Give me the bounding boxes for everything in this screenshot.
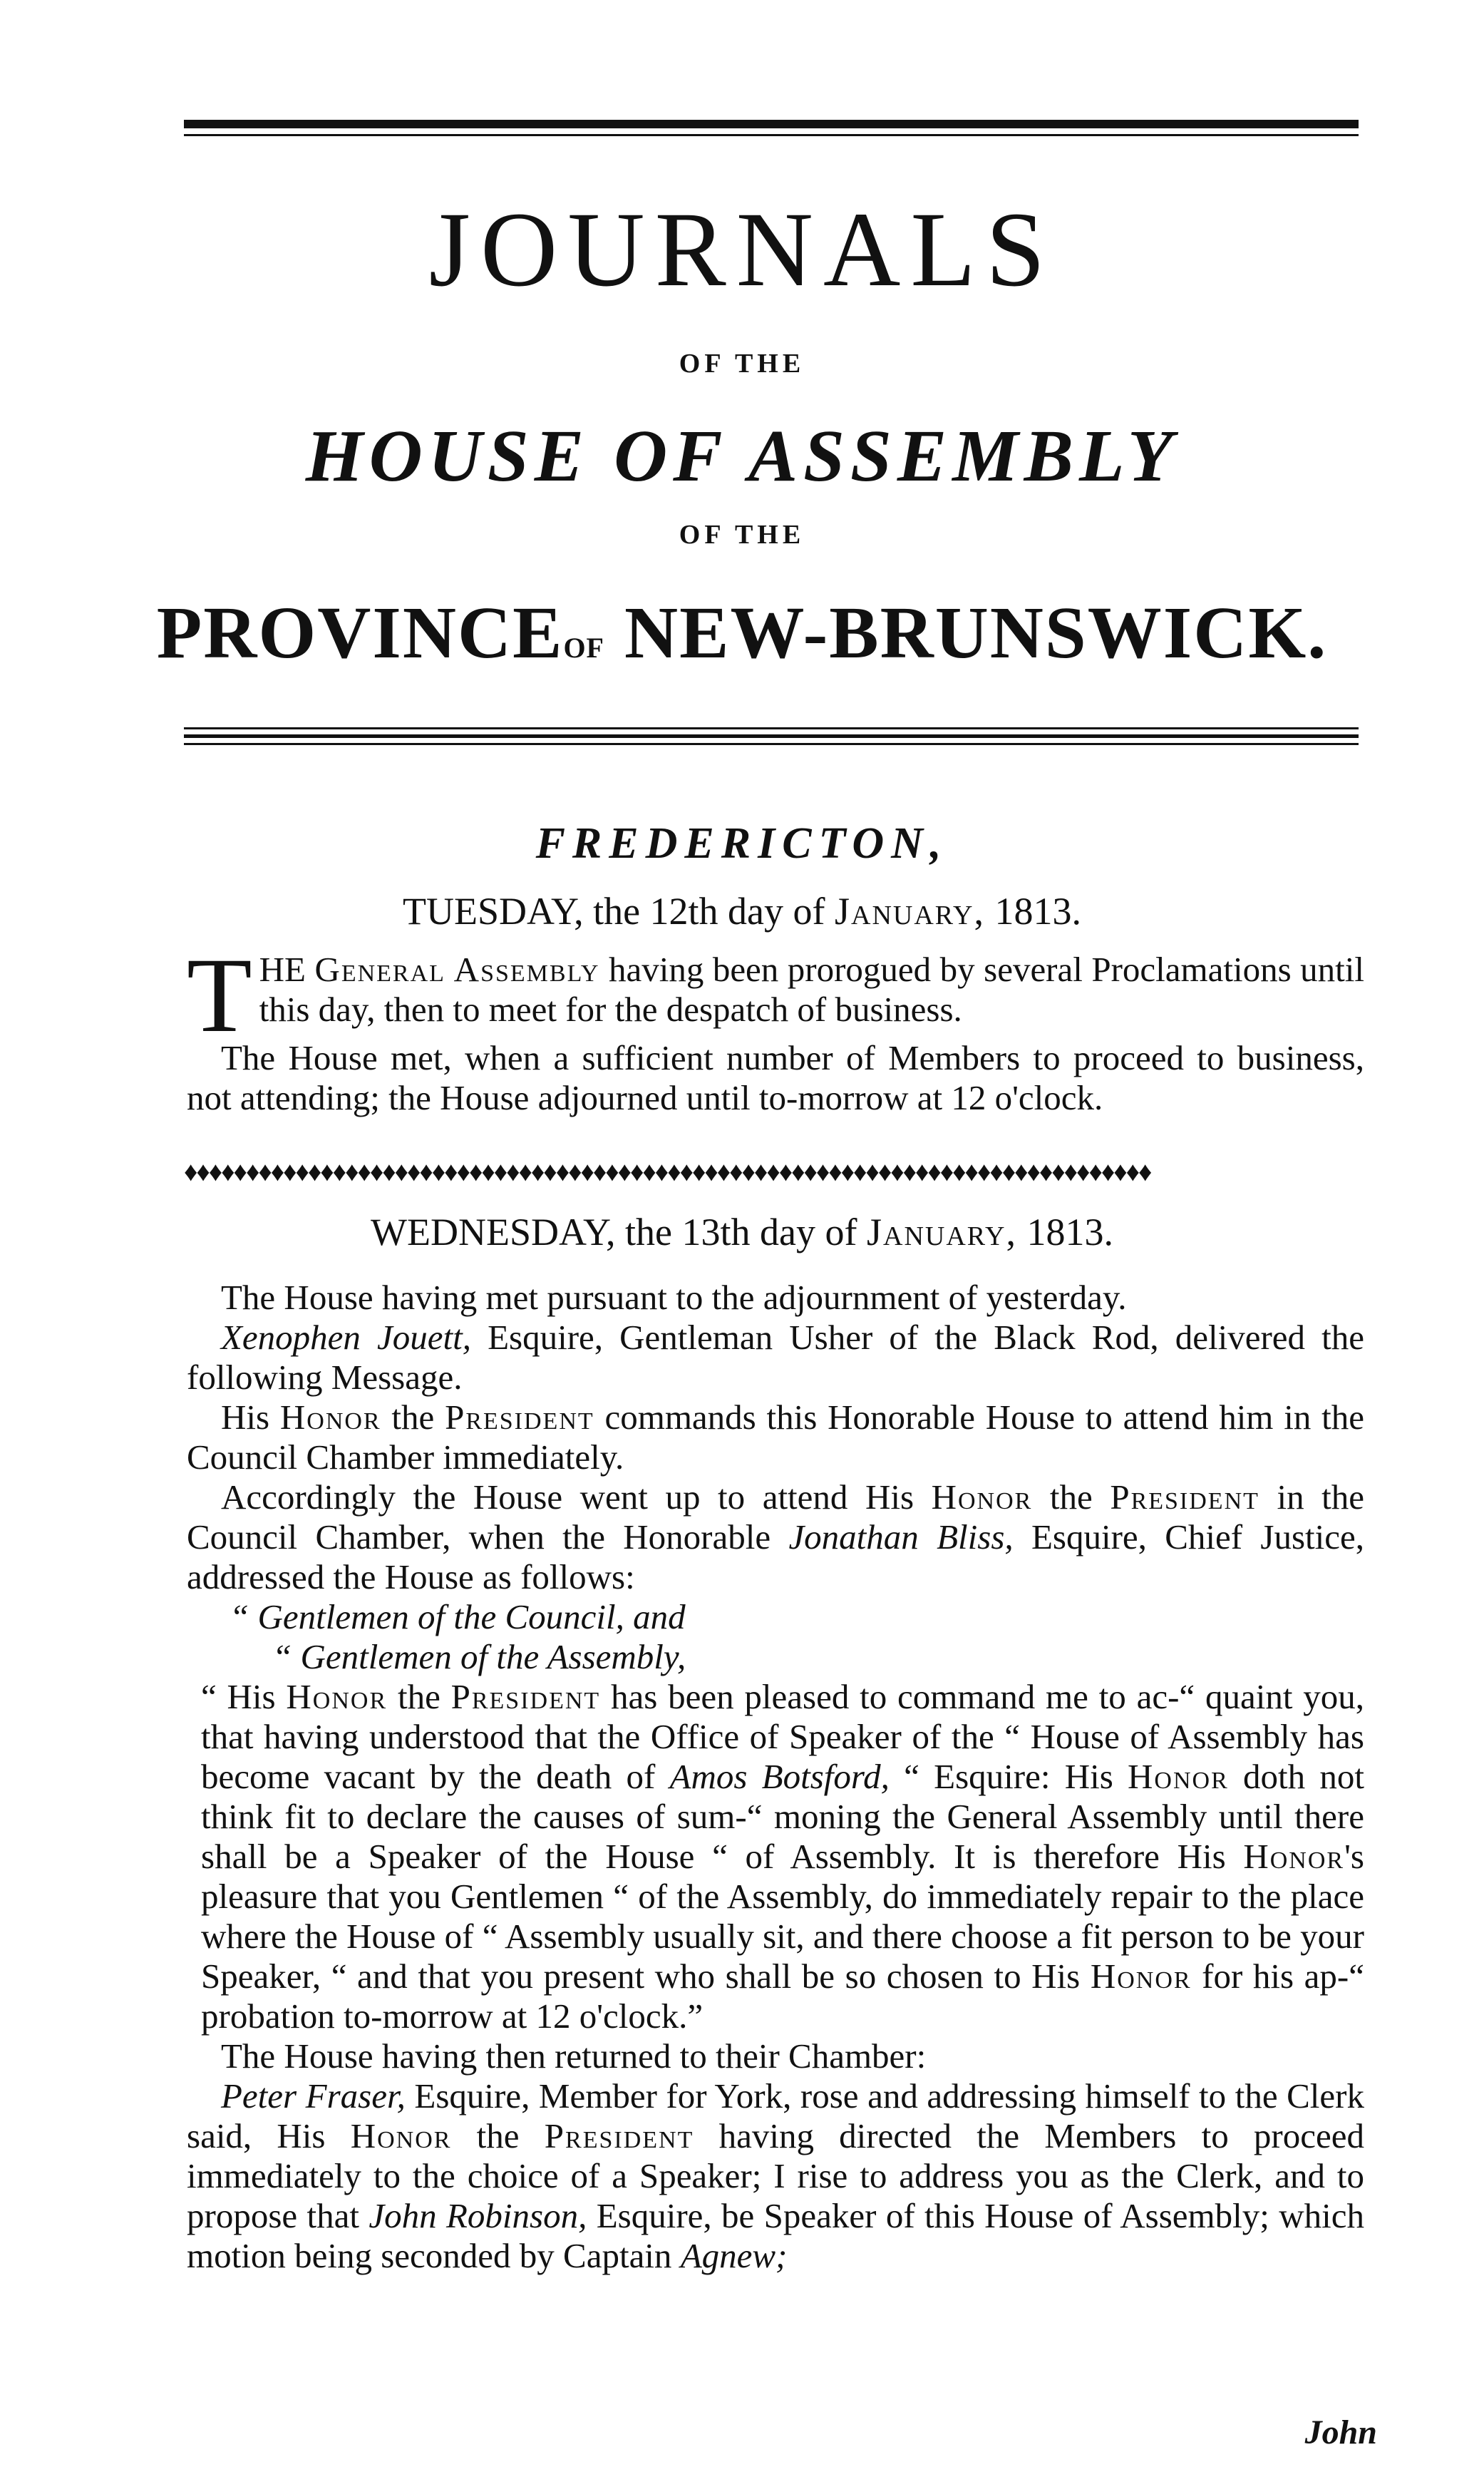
- wednesday-dateline: [0, 1209, 1484, 1255]
- president-speech: “ His Honor the President has been pleased to command me to ac-“ quaint you, that having understood that the Office of Speaker of the “ House of Assembly has become vacant by the death of Amos Botsford, “ Esquire: His Honor doth not think fit to declare the causes of sum-“ moning the General Assembly until there shall be a Speaker of the House “ of Assembly. It is therefore His Honor's pleasure that you Gentlemen “ of the Assembly, do immediately repair to the place where the House of “ Assembly usually sit, and there choose a fit person to be your Speaker, “ and that you present who shall be so chosen to His Honor for his ap-“ probation to-morrow at 12 o'clock.”: [201, 1677, 1364, 2036]
- wednesday-paragraph-1: The House having met pursuant to the adjournment of yesterday.: [221, 1278, 1127, 1317]
- mid-rule-thin-1: [184, 727, 1359, 729]
- salutation-assembly: “ Gentlemen of the Assembly,: [272, 1637, 686, 1676]
- wednesday-paragraph-3: His Honor the President commands this Honorable House to attend him in the Council Chamber immediately.: [187, 1398, 1364, 1477]
- catchword: John: [1304, 2414, 1377, 2451]
- top-rule-thick: [184, 120, 1359, 128]
- top-rule-thin: [184, 134, 1359, 136]
- wednesday-year: 1813.: [1016, 1211, 1113, 1253]
- tuesday-year: 1813.: [984, 890, 1081, 933]
- wednesday-dateline-text: WEDNESDAY, the 13th day of: [371, 1211, 867, 1253]
- salutation-council: “ Gentlemen of the Council, and: [230, 1597, 686, 1636]
- john-robinson-name: John Robinson,: [369, 2196, 587, 2235]
- wednesday-paragraph-4: Accordingly the House went up to attend His Honor the President in the Council Chamber, when the Honorable Jonathan Bliss, Esquire, Chief Justice, addressed the House as follows:: [187, 1477, 1365, 1596]
- tuesday-month: January,: [835, 890, 985, 933]
- peter-fraser-name: Peter Fraser,: [221, 2076, 406, 2116]
- of-the-line-1: OF THE: [679, 349, 805, 379]
- usher-name: Xenophen Jouett,: [221, 1318, 472, 1357]
- new-brunswick-word: NEW-BRUNSWICK.: [624, 592, 1328, 674]
- province-of: OF: [563, 632, 604, 664]
- ornament-divider: ♦♦♦♦♦♦♦♦♦♦♦♦♦♦♦♦♦♦♦♦♦♦♦♦♦♦♦♦♦♦♦♦♦♦♦♦♦♦♦♦♦♦♦♦♦♦♦♦♦♦♦♦♦♦♦♦♦♦♦♦♦♦♦♦♦♦♦♦♦♦♦♦♦♦♦♦♦♦: [184, 1157, 1151, 1187]
- wednesday-entry: [187, 1278, 1364, 2276]
- province-heading: [0, 590, 1484, 691]
- of-the-line-2: OF THE: [679, 520, 805, 550]
- house-of-assembly-heading: HOUSE OF ASSEMBLY: [305, 415, 1179, 497]
- agnew-name: Agnew;: [680, 2236, 788, 2275]
- province-word: PROVINCE: [156, 592, 564, 674]
- wednesday-paragraph-5: The House having then returned to their Chamber:: [221, 2036, 927, 2076]
- wednesday-month: January,: [866, 1211, 1017, 1253]
- journal-title: JOURNALS: [428, 190, 1056, 309]
- tuesday-paragraph-2: The House met, when a sufficient number of Members to proceed to business, not attending; the House adjourned until to-morrow at 12 o'clock.: [187, 1038, 1364, 1117]
- tuesday-dateline-text: TUESDAY, the 12th day of: [403, 890, 835, 933]
- place-heading: FREDERICTON,: [535, 819, 949, 868]
- mid-rule-thin-2: [184, 743, 1359, 745]
- tuesday-paragraph-1: THE General Assembly having been prorogued by several Proclamations until this day, then to meet for the despatch of business.: [187, 936, 1364, 1055]
- tuesday-dateline: [0, 888, 1484, 934]
- mid-rule-thick: [184, 734, 1359, 738]
- deceased-speaker-name: Amos Botsford,: [669, 1757, 890, 1796]
- wednesday-paragraph-6: Peter Fraser, Esquire, Member for York, rose and addressing himself to the Clerk said, His Honor the President having directed the Members to proceed immediately to the choice of a Speaker; I rise to address you as the Clerk, and to propose that John Robinson, Esquire, be Speaker of this House of Assembly; which motion being seconded by Captain Agnew;: [187, 2076, 1364, 2275]
- drop-cap: T: [187, 936, 252, 1055]
- tuesday-entry: [187, 936, 1364, 1118]
- wednesday-paragraph-2: Xenophen Jouett, Esquire, Gentleman Usher of the Black Rod, delivered the following Message.: [187, 1318, 1364, 1397]
- chief-justice-name: Jonathan Bliss,: [788, 1517, 1014, 1557]
